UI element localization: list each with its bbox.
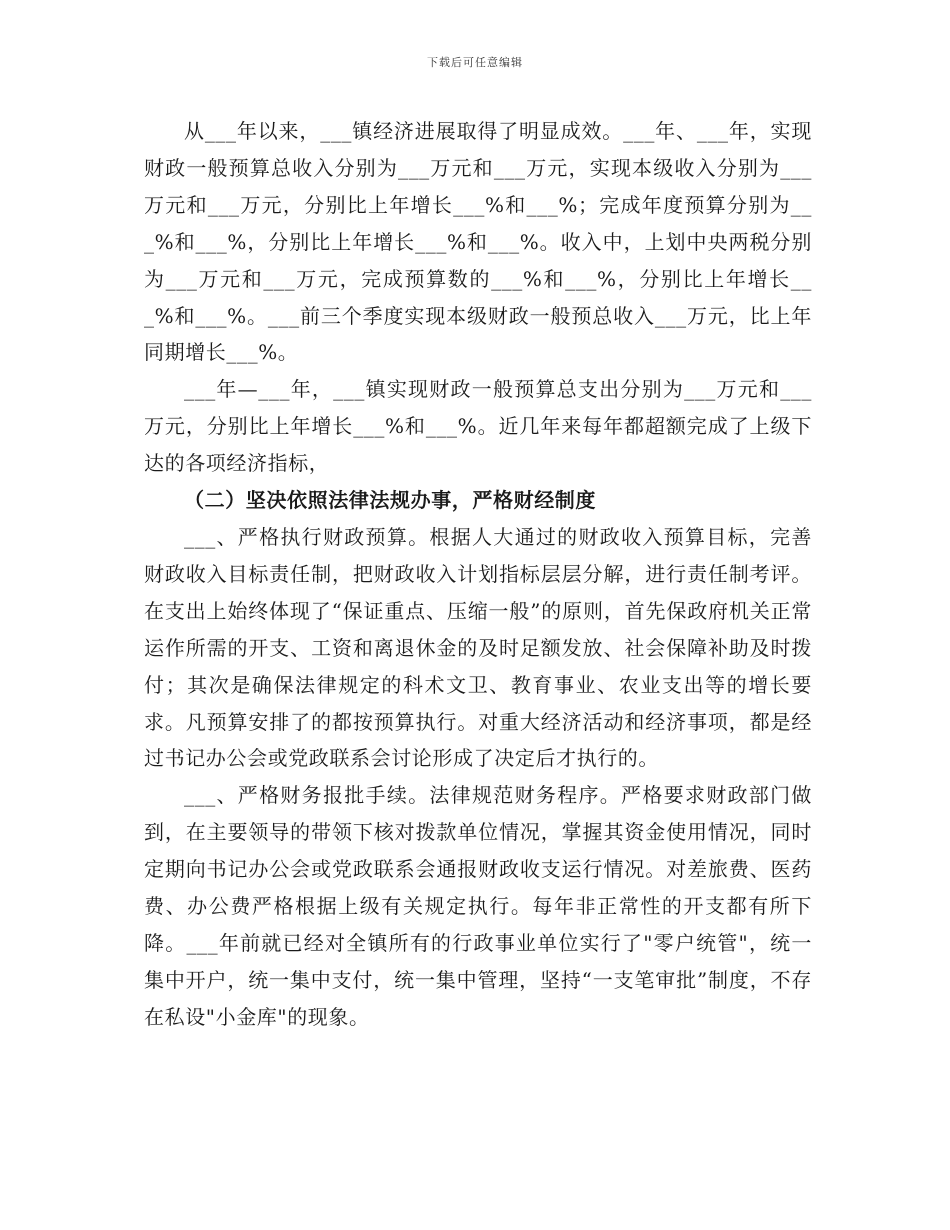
paragraph-budget-execution: ___、严格执行财政预算。根据人大通过的财政收入预算目标，完善财政收入目标责任制，把财政收入计划指标层层分解，进行责任制考评。在支出上始终体现了“保证重点、压缩一般”的原则，首先保政府机关正常运作所需的开支、工资和离退休金的及时足额发放、社会保障补助及时拨付；其次是确保法律规定的科术文卫、教育事业、农业支出等的增长要求。凡预算安排了的都按预算执行。对重大经济活动和经济事项，都是经过书记办公会或党政联系会讨论形成了决定后才执行的。 (144, 524, 812, 771)
paragraph-revenue: 从___年以来，___镇经济进展取得了明显成效。___年、___年，实现财政一般预算总收入分别为___万元和___万元，实现本级收入分别为___万元和___万元，分别比上年增长___%和___%；完成年度预算分别为___%和___%，分别比上年增长___%和___%。收入中，上划中央两税分别为___万元和___万元，完成预算数的___%和___%，分别比上年增长___%和___%。___前三个季度实现本级财政一般预总收入___万元，比上年同期增长___%。 (144, 119, 812, 365)
paragraph-expenditure: ___年—___年，___镇实现财政一般预算总支出分别为___万元和___万元，分别比上年增长___%和___%。近几年来每年都超额完成了上级下达的各项经济指标， (144, 377, 812, 476)
section-heading: （二）坚决依照法律法规办事，严格财经制度 (184, 488, 596, 513)
document-body (144, 113, 812, 1036)
page-header: 下载后可任意编辑 (427, 56, 523, 69)
paragraph-financial-approval: ___、严格财务报批手续。法律规范财务程序。严格要求财政部门做到，在主要领导的带领下核对拨款单位情况，掌握其资金使用情况，同时定期向书记办公会或党政联系会通报财政收支运行情况。对差旅费、医药费、办公费严格根据上级有关规定执行。每年非正常性的开支都有所下降。___年前就已经对全镇所有的行政事业单位实行了"零户统管"，统一集中开户，统一集中支付，统一集中管理，坚持“一支笔审批”制度，不存在私设"小金库"的现象。 (144, 783, 812, 1029)
